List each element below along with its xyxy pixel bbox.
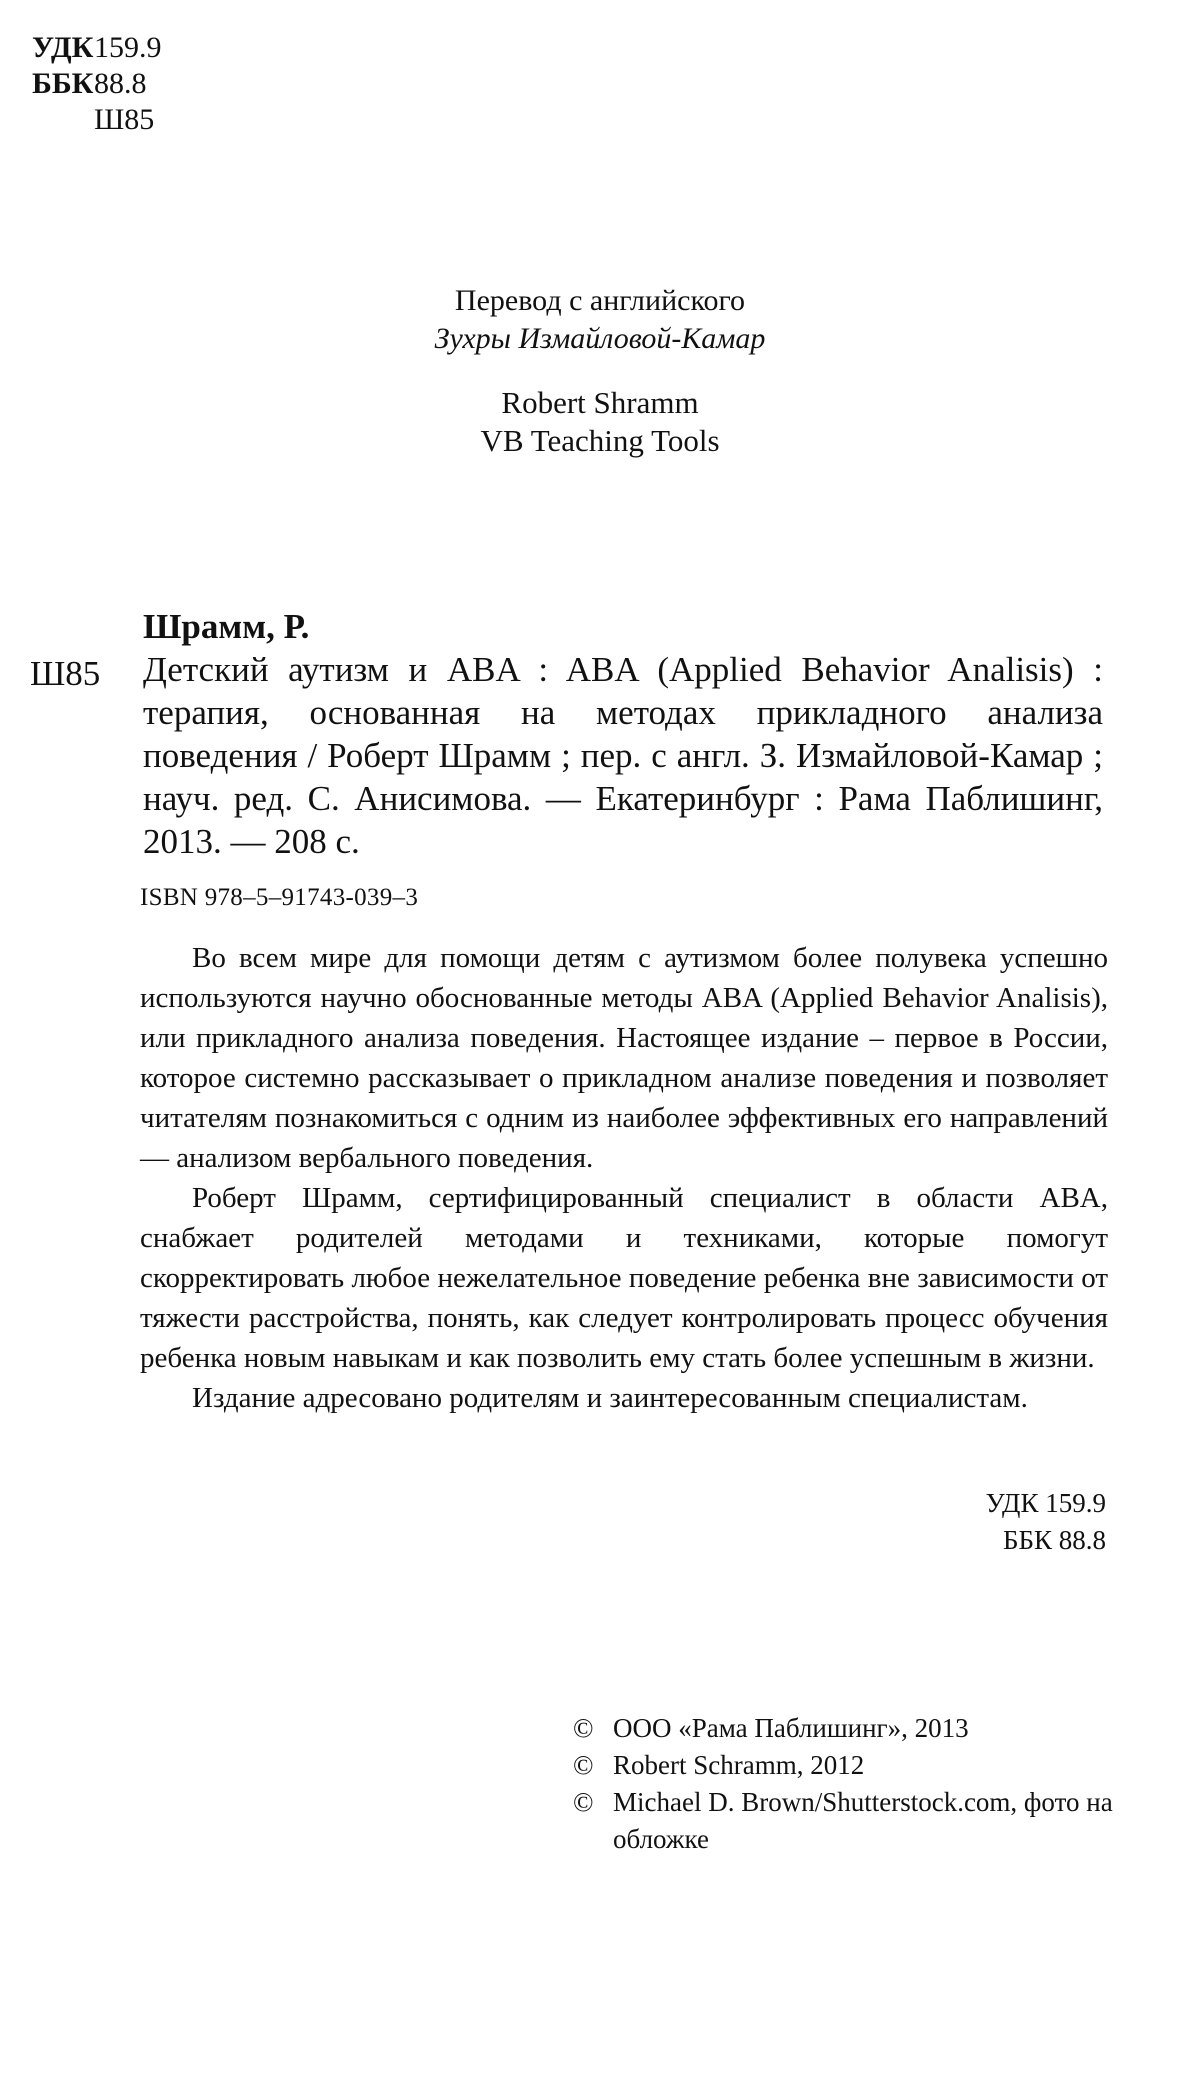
bbk-value: 88.8 xyxy=(94,67,147,100)
classification-block xyxy=(32,30,162,138)
copyright-text: Robert Schramm, 2012 xyxy=(613,1750,865,1780)
record-code: Ш85 xyxy=(30,654,101,693)
original-author: Robert Shramm xyxy=(501,385,699,420)
copyright-text: Michael D. Brown/Shutterstock.com, фото на обложке xyxy=(613,1787,1113,1854)
bottom-udk: УДК 159.9 xyxy=(985,1488,1106,1518)
isbn: ISBN 978–5–91743-039–3 xyxy=(140,884,419,911)
copyright-row xyxy=(573,1747,1113,1784)
copyright-icon: © xyxy=(573,1787,594,1817)
udk-row xyxy=(32,30,162,66)
udk-key: УДК xyxy=(32,31,94,64)
copyright-icon: © xyxy=(573,1713,594,1743)
translation-block xyxy=(0,282,1200,358)
annotation-paragraph: Роберт Шрамм, сертифицированный специалист в области ABA, снабжает родителей методами и техниками, которые помогут скорректировать любое нежелательное поведение ребенка вне зависимости от тяжести расстройства, понять, как следует контролировать процесс обучения ребенка новым навыкам и как позволить ему стать более успешным в жизни. xyxy=(140,1182,1108,1374)
translator-name: Зухры Измайловой-Камар xyxy=(434,322,766,355)
record-author: Шрамм, Р. xyxy=(143,607,310,646)
author-code-row xyxy=(32,102,162,138)
copyright-text: ООО «Рама Паблишинг», 2013 xyxy=(613,1713,969,1743)
bottom-bbk: ББК 88.8 xyxy=(1002,1525,1106,1555)
bottom-codes xyxy=(986,1485,1106,1559)
annotation xyxy=(140,938,1108,1418)
copyright-row xyxy=(573,1710,1113,1747)
original-edition xyxy=(0,384,1200,460)
copyright-block xyxy=(573,1710,1113,1858)
annotation-paragraph: Во всем мире для помощи детям с аутизмом более полувека успешно используются научно обоснованные методы ABA (Applied Behavior Analisis), или прикладного анализа поведения. Настоящее издание – первое в России, которое системно рассказывает о прикладном анализе поведения и позволяет читателям познакомиться с одним из наиболее эффективных его направлений — анализом вербального поведения. xyxy=(140,942,1108,1174)
copyright-icon: © xyxy=(573,1750,594,1780)
bbk-row xyxy=(32,66,162,102)
bbk-key: ББК xyxy=(32,67,94,100)
copyright-row xyxy=(573,1784,1113,1858)
translation-line: Перевод с английского xyxy=(454,284,746,317)
original-title: VB Teaching Tools xyxy=(480,423,720,458)
annotation-paragraph: Издание адресовано родителям и заинтересованным специалистам. xyxy=(192,1382,1028,1414)
author-code: Ш85 xyxy=(94,103,155,136)
udk-value: 159.9 xyxy=(94,31,162,64)
bibliographic-description: Детский аутизм и ABA : ABA (Applied Behavior Analisis) : терапия, основанная на методах прикладного анализа поведения / Роберт Шрамм ; пер. с англ. З. Измайловой-Камар ; науч. ред. С. Анисимова. — Екатеринбург : Рама Паблишинг, 2013. — 208 с. xyxy=(143,650,1103,861)
